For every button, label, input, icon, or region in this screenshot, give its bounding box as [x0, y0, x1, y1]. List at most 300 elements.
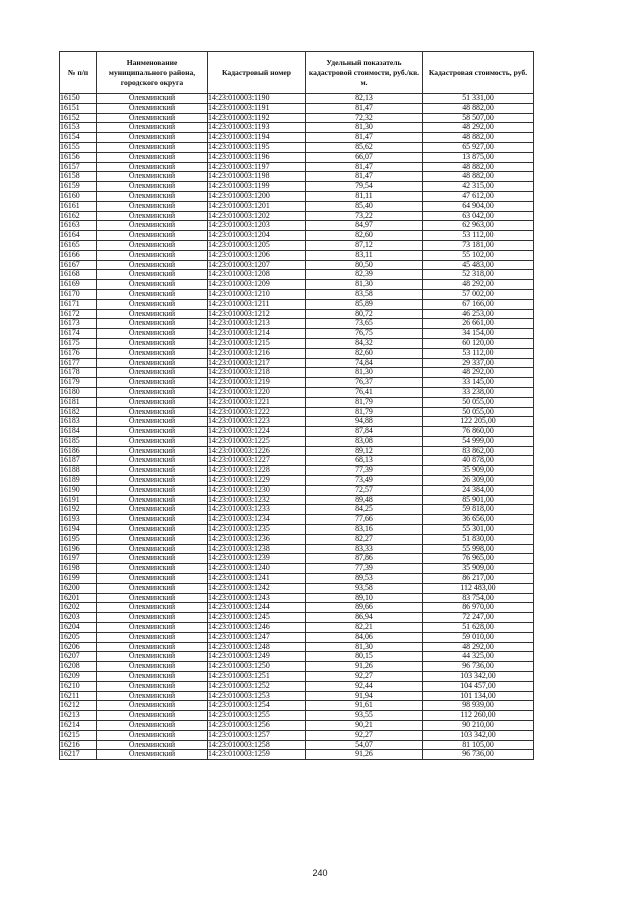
table-row [60, 270, 534, 280]
row-number-cell: 16205 [60, 632, 97, 642]
district-cell: Олекминский [97, 270, 208, 280]
table-row [60, 113, 534, 123]
district-cell: Олекминский [97, 172, 208, 182]
row-number-cell: 16178 [60, 368, 97, 378]
cadastral-cost-cell: 48 292,00 [423, 280, 534, 290]
cadastral-number-cell: 14:23:010003:1239 [208, 554, 306, 564]
table-row [60, 358, 534, 368]
table-row [60, 172, 534, 182]
unit-value-cell: 74,84 [306, 358, 423, 368]
table-row [60, 505, 534, 515]
cadastral-cost-cell: 96 736,00 [423, 750, 534, 760]
table-row [60, 280, 534, 290]
table-row [60, 672, 534, 682]
row-number-cell: 16200 [60, 583, 97, 593]
cadastral-cost-cell: 59 010,00 [423, 632, 534, 642]
cadastral-cost-cell: 34 154,00 [423, 329, 534, 339]
cadastral-number-cell: 14:23:010003:1209 [208, 280, 306, 290]
cadastral-cost-cell: 90 210,00 [423, 721, 534, 731]
cadastral-number-cell: 14:23:010003:1210 [208, 289, 306, 299]
row-number-cell: 16153 [60, 123, 97, 133]
cadastral-cost-cell: 83 862,00 [423, 446, 534, 456]
unit-value-cell: 84,25 [306, 505, 423, 515]
unit-value-cell: 91,26 [306, 750, 423, 760]
unit-value-cell: 92,27 [306, 672, 423, 682]
district-cell: Олекминский [97, 525, 208, 535]
cadastral-number-cell: 14:23:010003:1194 [208, 133, 306, 143]
cadastral-number-cell: 14:23:010003:1227 [208, 456, 306, 466]
row-number-cell: 16176 [60, 348, 97, 358]
cadastral-number-cell: 14:23:010003:1228 [208, 466, 306, 476]
row-number-cell: 16199 [60, 574, 97, 584]
cadastral-cost-cell: 51 628,00 [423, 623, 534, 633]
district-cell: Олекминский [97, 348, 208, 358]
table-row [60, 309, 534, 319]
table-row [60, 574, 534, 584]
district-cell: Олекминский [97, 240, 208, 250]
row-number-cell: 16211 [60, 691, 97, 701]
cadastral-number-cell: 14:23:010003:1193 [208, 123, 306, 133]
district-cell: Олекминский [97, 495, 208, 505]
district-cell: Олекминский [97, 574, 208, 584]
cadastral-cost-cell: 103 342,00 [423, 672, 534, 682]
cadastral-cost-cell: 55 102,00 [423, 250, 534, 260]
unit-value-cell: 73,65 [306, 319, 423, 329]
cadastral-cost-cell: 33 238,00 [423, 387, 534, 397]
unit-value-cell: 76,75 [306, 329, 423, 339]
table-row [60, 123, 534, 133]
cadastral-number-cell: 14:23:010003:1235 [208, 525, 306, 535]
row-number-cell: 16195 [60, 534, 97, 544]
table-row [60, 652, 534, 662]
cadastral-number-cell: 14:23:010003:1240 [208, 564, 306, 574]
table-row [60, 182, 534, 192]
cadastral-number-cell: 14:23:010003:1257 [208, 730, 306, 740]
cadastral-cost-cell: 57 002,00 [423, 289, 534, 299]
row-number-cell: 16161 [60, 201, 97, 211]
cadastral-cost-cell: 86 970,00 [423, 603, 534, 613]
district-cell: Олекминский [97, 652, 208, 662]
table-row [60, 407, 534, 417]
district-cell: Олекминский [97, 309, 208, 319]
table-row [60, 240, 534, 250]
table-row [60, 201, 534, 211]
row-number-cell: 16179 [60, 378, 97, 388]
cadastral-number-cell: 14:23:010003:1206 [208, 250, 306, 260]
cadastral-number-cell: 14:23:010003:1199 [208, 182, 306, 192]
table-row [60, 662, 534, 672]
district-cell: Олекминский [97, 407, 208, 417]
cadastral-cost-cell: 112 483,00 [423, 583, 534, 593]
unit-value-cell: 83,08 [306, 436, 423, 446]
table-row [60, 191, 534, 201]
unit-value-cell: 77,39 [306, 466, 423, 476]
cadastral-cost-cell: 35 909,00 [423, 564, 534, 574]
district-cell: Олекминский [97, 476, 208, 486]
unit-value-cell: 76,41 [306, 387, 423, 397]
district-cell: Олекминский [97, 554, 208, 564]
cadastral-number-cell: 14:23:010003:1256 [208, 721, 306, 731]
unit-value-cell: 80,50 [306, 260, 423, 270]
cadastral-number-cell: 14:23:010003:1214 [208, 329, 306, 339]
unit-value-cell: 83,33 [306, 544, 423, 554]
cadastral-cost-cell: 50 055,00 [423, 407, 534, 417]
cadastral-number-cell: 14:23:010003:1254 [208, 701, 306, 711]
district-cell: Олекминский [97, 299, 208, 309]
district-cell: Олекминский [97, 368, 208, 378]
district-cell: Олекминский [97, 672, 208, 682]
cadastral-cost-cell: 29 337,00 [423, 358, 534, 368]
district-cell: Олекминский [97, 133, 208, 143]
cadastral-number-cell: 14:23:010003:1218 [208, 368, 306, 378]
row-number-cell: 16213 [60, 711, 97, 721]
unit-value-cell: 81,47 [306, 133, 423, 143]
district-cell: Олекминский [97, 113, 208, 123]
unit-value-cell: 54,07 [306, 740, 423, 750]
district-cell: Олекминский [97, 466, 208, 476]
district-cell: Олекминский [97, 182, 208, 192]
cadastral-cost-cell: 35 909,00 [423, 466, 534, 476]
row-number-cell: 16208 [60, 662, 97, 672]
cadastral-cost-cell: 104 457,00 [423, 681, 534, 691]
cadastral-cost-cell: 52 318,00 [423, 270, 534, 280]
district-cell: Олекминский [97, 103, 208, 113]
cadastral-number-cell: 14:23:010003:1200 [208, 191, 306, 201]
cadastral-number-cell: 14:23:010003:1249 [208, 652, 306, 662]
cadastral-number-cell: 14:23:010003:1238 [208, 544, 306, 554]
unit-value-cell: 87,84 [306, 427, 423, 437]
table-row [60, 319, 534, 329]
cadastral-cost-cell: 55 301,00 [423, 525, 534, 535]
cadastral-number-cell: 14:23:010003:1236 [208, 534, 306, 544]
table-row [60, 446, 534, 456]
row-number-cell: 16209 [60, 672, 97, 682]
row-number-cell: 16203 [60, 613, 97, 623]
cadastral-cost-cell: 72 247,00 [423, 613, 534, 623]
cadastral-cost-cell: 48 882,00 [423, 162, 534, 172]
row-number-cell: 16170 [60, 289, 97, 299]
district-cell: Олекминский [97, 456, 208, 466]
cadastral-number-cell: 14:23:010003:1192 [208, 113, 306, 123]
row-number-cell: 16207 [60, 652, 97, 662]
table-row [60, 289, 534, 299]
district-cell: Олекминский [97, 123, 208, 133]
table-row [60, 378, 534, 388]
cadastral-cost-cell: 48 292,00 [423, 368, 534, 378]
unit-value-cell: 83,11 [306, 250, 423, 260]
unit-value-cell: 89,53 [306, 574, 423, 584]
table-row [60, 495, 534, 505]
table-row [60, 338, 534, 348]
cadastral-number-cell: 14:23:010003:1251 [208, 672, 306, 682]
cadastral-number-cell: 14:23:010003:1190 [208, 94, 306, 104]
unit-value-cell: 91,94 [306, 691, 423, 701]
row-number-cell: 16185 [60, 436, 97, 446]
table-row [60, 721, 534, 731]
row-number-cell: 16202 [60, 603, 97, 613]
district-cell: Олекминский [97, 593, 208, 603]
district-cell: Олекминский [97, 691, 208, 701]
district-cell: Олекминский [97, 280, 208, 290]
row-number-cell: 16165 [60, 240, 97, 250]
district-cell: Олекминский [97, 583, 208, 593]
row-number-cell: 16216 [60, 740, 97, 750]
cadastral-number-cell: 14:23:010003:1191 [208, 103, 306, 113]
cadastral-number-cell: 14:23:010003:1219 [208, 378, 306, 388]
cadastral-cost-cell: 58 507,00 [423, 113, 534, 123]
table-body [60, 94, 534, 760]
cadastral-number-cell: 14:23:010003:1245 [208, 613, 306, 623]
district-cell: Олекминский [97, 730, 208, 740]
cadastral-number-cell: 14:23:010003:1203 [208, 221, 306, 231]
header-cadastral-cost: Кадастровая стоимость, руб. [423, 52, 534, 94]
unit-value-cell: 92,27 [306, 730, 423, 740]
table-row [60, 250, 534, 260]
table-row [60, 387, 534, 397]
district-cell: Олекминский [97, 515, 208, 525]
row-number-cell: 16215 [60, 730, 97, 740]
unit-value-cell: 73,22 [306, 211, 423, 221]
unit-value-cell: 94,88 [306, 417, 423, 427]
cadastral-cost-cell: 81 105,00 [423, 740, 534, 750]
cadastral-cost-cell: 73 181,00 [423, 240, 534, 250]
row-number-cell: 16158 [60, 172, 97, 182]
cadastral-cost-cell: 65 927,00 [423, 142, 534, 152]
table-row [60, 211, 534, 221]
cadastral-number-cell: 14:23:010003:1252 [208, 681, 306, 691]
row-number-cell: 16166 [60, 250, 97, 260]
unit-value-cell: 82,60 [306, 231, 423, 241]
cadastral-number-cell: 14:23:010003:1195 [208, 142, 306, 152]
cadastral-number-cell: 14:23:010003:1243 [208, 593, 306, 603]
district-cell: Олекминский [97, 436, 208, 446]
cadastral-number-cell: 14:23:010003:1232 [208, 495, 306, 505]
district-cell: Олекминский [97, 250, 208, 260]
row-number-cell: 16196 [60, 544, 97, 554]
district-cell: Олекминский [97, 613, 208, 623]
cadastral-cost-cell: 59 818,00 [423, 505, 534, 515]
unit-value-cell: 82,60 [306, 348, 423, 358]
table-row [60, 583, 534, 593]
row-number-cell: 16157 [60, 162, 97, 172]
cadastral-number-cell: 14:23:010003:1221 [208, 397, 306, 407]
row-number-cell: 16193 [60, 515, 97, 525]
row-number-cell: 16186 [60, 446, 97, 456]
cadastral-cost-cell: 76 965,00 [423, 554, 534, 564]
cadastral-cost-cell: 122 205,00 [423, 417, 534, 427]
district-cell: Олекминский [97, 417, 208, 427]
row-number-cell: 16163 [60, 221, 97, 231]
unit-value-cell: 91,26 [306, 662, 423, 672]
district-cell: Олекминский [97, 711, 208, 721]
district-cell: Олекминский [97, 485, 208, 495]
cadastral-number-cell: 14:23:010003:1197 [208, 162, 306, 172]
row-number-cell: 16192 [60, 505, 97, 515]
unit-value-cell: 81,79 [306, 407, 423, 417]
district-cell: Олекминский [97, 152, 208, 162]
row-number-cell: 16162 [60, 211, 97, 221]
district-cell: Олекминский [97, 211, 208, 221]
row-number-cell: 16177 [60, 358, 97, 368]
cadastral-cost-cell: 42 315,00 [423, 182, 534, 192]
cadastral-number-cell: 14:23:010003:1248 [208, 642, 306, 652]
table-row [60, 476, 534, 486]
unit-value-cell: 84,97 [306, 221, 423, 231]
cadastral-number-cell: 14:23:010003:1250 [208, 662, 306, 672]
cadastral-cost-cell: 48 882,00 [423, 133, 534, 143]
table-row [60, 613, 534, 623]
table-row [60, 564, 534, 574]
unit-value-cell: 85,62 [306, 142, 423, 152]
district-cell: Олекминский [97, 397, 208, 407]
cadastral-number-cell: 14:23:010003:1212 [208, 309, 306, 319]
cadastral-number-cell: 14:23:010003:1234 [208, 515, 306, 525]
cadastral-cost-cell: 53 112,00 [423, 231, 534, 241]
table-row [60, 466, 534, 476]
row-number-cell: 16210 [60, 681, 97, 691]
district-cell: Олекминский [97, 446, 208, 456]
table-row [60, 681, 534, 691]
cadastral-number-cell: 14:23:010003:1223 [208, 417, 306, 427]
cadastral-cost-cell: 51 331,00 [423, 94, 534, 104]
page-number: 240 [312, 868, 328, 878]
unit-value-cell: 85,89 [306, 299, 423, 309]
unit-value-cell: 81,47 [306, 172, 423, 182]
unit-value-cell: 82,39 [306, 270, 423, 280]
cadastral-cost-cell: 48 292,00 [423, 123, 534, 133]
cadastral-cost-cell: 53 112,00 [423, 348, 534, 358]
header-district: Наименование муниципального района, городского округа [97, 52, 208, 94]
table-row [60, 534, 534, 544]
cadastral-cost-cell: 40 878,00 [423, 456, 534, 466]
cadastral-cost-cell: 13 875,00 [423, 152, 534, 162]
unit-value-cell: 87,86 [306, 554, 423, 564]
district-cell: Олекминский [97, 632, 208, 642]
table-row [60, 397, 534, 407]
unit-value-cell: 81,30 [306, 280, 423, 290]
unit-value-cell: 68,13 [306, 456, 423, 466]
cadastral-cost-cell: 63 042,00 [423, 211, 534, 221]
row-number-cell: 16155 [60, 142, 97, 152]
cadastral-number-cell: 14:23:010003:1224 [208, 427, 306, 437]
table-row [60, 642, 534, 652]
district-cell: Олекминский [97, 740, 208, 750]
row-number-cell: 16214 [60, 721, 97, 731]
unit-value-cell: 82,27 [306, 534, 423, 544]
row-number-cell: 16167 [60, 260, 97, 270]
unit-value-cell: 80,72 [306, 309, 423, 319]
cadastral-cost-cell: 96 736,00 [423, 662, 534, 672]
district-cell: Олекминский [97, 358, 208, 368]
unit-value-cell: 81,47 [306, 162, 423, 172]
table-row [60, 368, 534, 378]
row-number-cell: 16190 [60, 485, 97, 495]
district-cell: Олекминский [97, 623, 208, 633]
table-row [60, 554, 534, 564]
table-row [60, 103, 534, 113]
row-number-cell: 16182 [60, 407, 97, 417]
cadastral-cost-cell: 24 384,00 [423, 485, 534, 495]
unit-value-cell: 82,13 [306, 94, 423, 104]
unit-value-cell: 81,30 [306, 642, 423, 652]
district-cell: Олекминский [97, 221, 208, 231]
row-number-cell: 16174 [60, 329, 97, 339]
cadastral-cost-cell: 26 661,00 [423, 319, 534, 329]
cadastral-number-cell: 14:23:010003:1244 [208, 603, 306, 613]
row-number-cell: 16154 [60, 133, 97, 143]
cadastral-number-cell: 14:23:010003:1211 [208, 299, 306, 309]
row-number-cell: 16194 [60, 525, 97, 535]
table-row [60, 94, 534, 104]
table-row [60, 603, 534, 613]
unit-value-cell: 91,61 [306, 701, 423, 711]
unit-value-cell: 85,40 [306, 201, 423, 211]
cadastral-cost-cell: 48 292,00 [423, 642, 534, 652]
cadastral-cost-cell: 60 120,00 [423, 338, 534, 348]
cadastral-cost-cell: 98 939,00 [423, 701, 534, 711]
unit-value-cell: 93,55 [306, 711, 423, 721]
cadastral-cost-cell: 33 145,00 [423, 378, 534, 388]
unit-value-cell: 79,54 [306, 182, 423, 192]
unit-value-cell: 92,44 [306, 681, 423, 691]
table-row [60, 231, 534, 241]
table-row [60, 299, 534, 309]
unit-value-cell: 83,58 [306, 289, 423, 299]
cadastral-cost-cell: 55 998,00 [423, 544, 534, 554]
unit-value-cell: 81,11 [306, 191, 423, 201]
unit-value-cell: 72,57 [306, 485, 423, 495]
district-cell: Олекминский [97, 329, 208, 339]
unit-value-cell: 82,21 [306, 623, 423, 633]
cadastral-number-cell: 14:23:010003:1225 [208, 436, 306, 446]
unit-value-cell: 87,12 [306, 240, 423, 250]
table-row [60, 711, 534, 721]
row-number-cell: 16164 [60, 231, 97, 241]
row-number-cell: 16201 [60, 593, 97, 603]
table-row [60, 730, 534, 740]
table-row [60, 456, 534, 466]
row-number-cell: 16159 [60, 182, 97, 192]
row-number-cell: 16173 [60, 319, 97, 329]
cadastral-number-cell: 14:23:010003:1217 [208, 358, 306, 368]
cadastral-cost-cell: 44 325,00 [423, 652, 534, 662]
cadastral-cost-cell: 83 754,00 [423, 593, 534, 603]
row-number-cell: 16180 [60, 387, 97, 397]
district-cell: Олекминский [97, 191, 208, 201]
cadastral-number-cell: 14:23:010003:1226 [208, 446, 306, 456]
cadastral-number-cell: 14:23:010003:1258 [208, 740, 306, 750]
cadastral-cost-cell: 48 882,00 [423, 103, 534, 113]
unit-value-cell: 73,49 [306, 476, 423, 486]
unit-value-cell: 81,30 [306, 123, 423, 133]
cadastral-number-cell: 14:23:010003:1208 [208, 270, 306, 280]
cadastral-cost-cell: 50 055,00 [423, 397, 534, 407]
unit-value-cell: 89,10 [306, 593, 423, 603]
cadastral-number-cell: 14:23:010003:1229 [208, 476, 306, 486]
unit-value-cell: 77,39 [306, 564, 423, 574]
cadastral-number-cell: 14:23:010003:1230 [208, 485, 306, 495]
row-number-cell: 16168 [60, 270, 97, 280]
row-number-cell: 16181 [60, 397, 97, 407]
district-cell: Олекминский [97, 544, 208, 554]
row-number-cell: 16171 [60, 299, 97, 309]
cadastral-cost-cell: 48 882,00 [423, 172, 534, 182]
cadastral-cost-cell: 101 134,00 [423, 691, 534, 701]
district-cell: Олекминский [97, 534, 208, 544]
unit-value-cell: 89,66 [306, 603, 423, 613]
cadastral-cost-cell: 85 901,00 [423, 495, 534, 505]
row-number-cell: 16191 [60, 495, 97, 505]
